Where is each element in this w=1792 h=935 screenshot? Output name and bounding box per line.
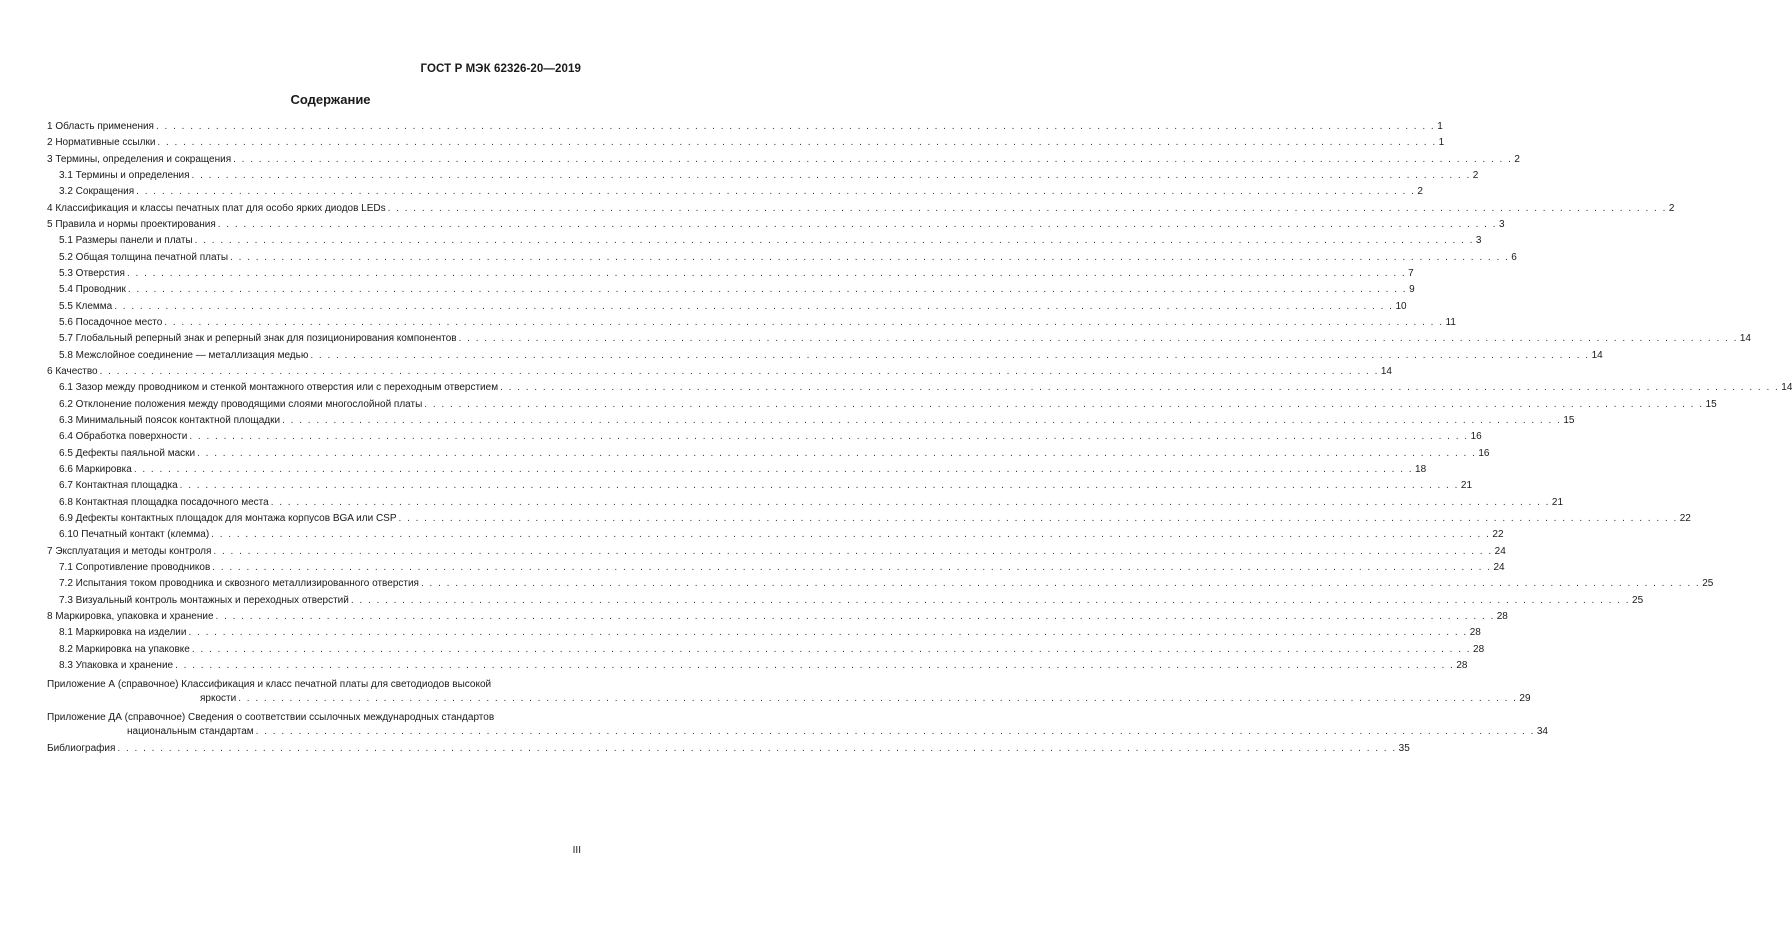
toc-entry[interactable] xyxy=(47,625,1481,641)
toc-entry[interactable] xyxy=(47,135,1445,151)
toc-entry-page: 29 xyxy=(1519,693,1531,705)
toc-entry-title: 6.4 Обработка поверхности xyxy=(59,431,188,443)
toc-entry-title: 6.5 Дефекты паяльной маски xyxy=(59,447,196,459)
toc-entry-page: 14 xyxy=(1380,365,1392,377)
toc-leader-dots: . . . . . . . . . . . . . . . . . . . . . . . . . . . . . . . . . . . . . . . . . . . . . . . . . . . . . . . . . . . . . . . . . . . . . . . . . . . . . . . . . . . . . . . . . . . . . . . . . . . . . . . . . . . . . . . . . . . . . . . . . . . . . . . . . . . . . . . . . . . . . . . . . . . . . . xyxy=(270,496,1550,508)
toc-leader-dots: . . . . . . . . . . . . . . . . . . . . . . . . . . . . . . . . . . . . . . . . . . . . . . . . . . . . . . . . . . . . . . . . . . . . . . . . . . . . . . . . . . . . . . . . . . . . . . . . . . . . . . . . . . . . . . . . . . . . . . . . . . . . . . . . . . . . . . . . . . . . . . . . . . . . . . xyxy=(211,529,1491,541)
toc-entry-title: 5.3 Отверстия xyxy=(59,267,125,279)
toc-entry-page: 14 xyxy=(1781,382,1792,394)
toc-entry-page: 11 xyxy=(1445,316,1456,328)
toc-entry[interactable] xyxy=(47,609,1508,625)
toc-leader-dots: . . . . . . . . . . . . . . . . . . . . . . . . . . . . . . . . . . . . . . . . . . . . . . . . . . . . . . . . . . . . . . . . . . . . . . . . . . . . . . . . . . . . . . . . . . . . . . . . . . . . . . . . . . . . . . . . . . . . . . . . . . . . . . . . . . . . . . . . . . . . . . . . . . . . . . xyxy=(458,333,1738,345)
toc-entry[interactable] xyxy=(47,331,1751,347)
toc-entry[interactable] xyxy=(47,217,1505,233)
toc-leader-dots: . . . . . . . . . . . . . . . . . . . . . . . . . . . . . . . . . . . . . . . . . . . . . . . . . . . . . . . . . . . . . . . . . . . . . . . . . . . . . . . . . . . . . . . . . . . . . . . . . . . . . . . . . . . . . . . . . . . . . . . . . . . . . . . . . . . . . . . . . . . . . . . . . . . . . . xyxy=(157,137,1437,149)
toc-entry[interactable] xyxy=(47,446,1490,462)
toc-leader-dots: . . . . . . . . . . . . . . . . . . . . . . . . . . . . . . . . . . . . . . . . . . . . . . . . . . . . . . . . . . . . . . . . . . . . . . . . . . . . . . . . . . . . . . . . . . . . . . . . . . . . . . . . . . . . . . . . . . . . . . . . . . . . . . . . . . . . . . . . . . . . . . . . . . . . . . xyxy=(350,594,1631,606)
toc-entry[interactable] xyxy=(47,119,1443,135)
toc-leader-dots: . . . . . . . . . . . . . . . . . . . . . . . . . . . . . . . . . . . . . . . . . . . . . . . . . . . . . . . . . . . . . . . . . . . . . . . . . . . . . . . . . . . . . . . . . . . . . . . . . . . . . . . . . . . . . . . . . . . . . . . . . . . . . . . . . . . . . . . . . . . . . . . . . . . . . . xyxy=(114,300,1394,312)
toc-entry[interactable] xyxy=(47,168,1479,184)
toc-entry-title: 5.8 Межслойное соединение — металлизация медью xyxy=(59,349,309,361)
toc-entry-title: 4 Классификация и классы печатных плат для особо ярких диодов LEDs xyxy=(47,202,386,214)
toc-leader-dots: . . . . . . . . . . . . . . . . . . . . . . . . . . . . . . . . . . . . . . . . . . . . . . . . . . . . . . . . . . . . . . . . . . . . . . . . . . . . . . . . . . . . . . . . . . . . . . . . . . . . . . . . . . . . . . . . . . . . . . . . . . . . . . . . . . . . . . . . . . . . . . . . . . . . . . xyxy=(398,512,1678,524)
toc-entry-title: 6.9 Дефекты контактных площадок для монтажа корпусов BGA или CSP xyxy=(59,512,397,524)
toc-leader-dots: . . . . . . . . . . . . . . . . . . . . . . . . . . . . . . . . . . . . . . . . . . . . . . . . . . . . . . . . . . . . . . . . . . . . . . . . . . . . . . . . . . . . . . . . . . . . . . . . . . . . . . . . . . . . . . . . . . . . . . . . . . . . . . . . . . . . . . . . . . . . . . . . . . . . . . xyxy=(238,693,1518,705)
toc-entry[interactable] xyxy=(47,511,1691,527)
toc-leader-dots: . . . . . . . . . . . . . . . . . . . . . . . . . . . . . . . . . . . . . . . . . . . . . . . . . . . . . . . . . . . . . . . . . . . . . . . . . . . . . . . . . . . . . . . . . . . . . . . . . . . . . . . . . . . . . . . . . . . . . . . . . . . . . . . . . . . . . . . . . . . . . . . . . . . . . . xyxy=(387,202,1667,214)
toc-entry-title: 7 Эксплуатация и методы контроля xyxy=(47,545,212,557)
toc-entry-page: 14 xyxy=(1591,349,1603,361)
table-of-contents xyxy=(47,119,1792,757)
toc-entry[interactable] xyxy=(47,560,1505,576)
toc-leader-dots: . . . . . . . . . . . . . . . . . . . . . . . . . . . . . . . . . . . . . . . . . . . . . . . . . . . . . . . . . . . . . . . . . . . . . . . . . . . . . . . . . . . . . . . . . . . . . . . . . . . . . . . . . . . . . . . . . . . . . . . . . . . . . . . . . . . . . . . . . . . . . . . . . . . . . . xyxy=(155,121,1436,132)
toc-entry-page: 2 xyxy=(1472,169,1479,181)
toc-entry-page: 1 xyxy=(1437,121,1443,132)
toc-entry-title: 8.3 Упаковка и хранение xyxy=(59,659,174,671)
toc-entry-title: 2 Нормативные ссылки xyxy=(47,137,156,149)
toc-entry-title: 5 Правила и нормы проектирования xyxy=(47,218,216,230)
toc-entry-page: 28 xyxy=(1496,610,1508,622)
toc-leader-dots: . . . . . . . . . . . . . . . . . . . . . . . . . . . . . . . . . . . . . . . . . . . . . . . . . . . . . . . . . . . . . . . . . . . . . . . . . . . . . . . . . . . . . . . . . . . . . . . . . . . . . . . . . . . . . . . . . . . . . . . . . . . . . . . . . . . . . . . . . . . . . . . . . . . . . . xyxy=(133,463,1414,475)
toc-entry-title: 6.7 Контактная площадка xyxy=(59,480,178,492)
toc-entry-title: 5.6 Посадочное место xyxy=(59,316,163,328)
toc-leader-dots: . . . . . . . . . . . . . . . . . . . . . . . . . . . . . . . . . . . . . . . . . . . . . . . . . . . . . . . . . . . . . . . . . . . . . . . . . . . . . . . . . . . . . . . . . . . . . . . . . . . . . . . . . . . . . . . . . . . . . . . . . . . . . . . . . . . . . . . . . . . . . . . . . . . . . . xyxy=(233,153,1513,165)
toc-entry[interactable] xyxy=(47,658,1468,674)
toc-appendix-entry[interactable] xyxy=(47,678,1531,706)
appendix-title-line1: Приложение А (справочное) Классификация и класс печатной платы для светодиодов высокой xyxy=(47,679,492,691)
toc-entry-title: 7.2 Испытания током проводника и сквозного металлизированного отверстия xyxy=(59,578,419,590)
toc-entry-title: 8.2 Маркировка на упаковке xyxy=(59,643,190,655)
toc-entry-page: 22 xyxy=(1679,512,1691,524)
toc-entry-page: 28 xyxy=(1473,643,1485,655)
toc-entry-title: 6.2 Отклонение положения между проводящими слоями многослойной платы xyxy=(59,398,423,410)
toc-entry-page: 28 xyxy=(1456,659,1468,671)
toc-entry-page: 21 xyxy=(1551,496,1564,508)
toc-entry[interactable] xyxy=(47,201,1675,217)
toc-entry-title: 5.4 Проводник xyxy=(59,284,126,296)
toc-entry[interactable] xyxy=(47,576,1714,592)
toc-entry[interactable] xyxy=(47,397,1717,413)
toc-entry-page: 2 xyxy=(1514,153,1520,165)
toc-leader-dots: . . . . . . . . . . . . . . . . . . . . . . . . . . . . . . . . . . . . . . . . . . . . . . . . . . . . . . . . . . . . . . . . . . . . . . . . . . . . . . . . . . . . . . . . . . . . . . . . . . . . . . . . . . . . . . . . . . . . . . . . . . . . . . . . . . . . . . . . . . . . . . . . . . . . . . xyxy=(420,578,1701,590)
toc-entry-title: 6.8 Контактная площадка посадочного места xyxy=(59,496,269,508)
toc-entry-title: 3 Термины, определения и сокращения xyxy=(47,153,232,165)
toc-entry-title: 5.2 Общая толщина печатной платы xyxy=(59,251,229,263)
toc-entry[interactable] xyxy=(47,413,1575,429)
toc-entry-title: 3.2 Сокращения xyxy=(59,186,135,198)
toc-entry-title: 6.1 Зазор между проводником и стенкой монтажного отверстия или с переходным отверстием xyxy=(59,382,499,394)
toc-entry[interactable] xyxy=(47,429,1482,445)
toc-entry[interactable] xyxy=(47,299,1407,315)
toc-entry-page: 25 xyxy=(1702,578,1714,590)
toc-leader-dots: . . . . . . . . . . . . . . . . . . . . . . . . . . . . . . . . . . . . . . . . . . . . . . . . . . . . . . . . . . . . . . . . . . . . . . . . . . . . . . . . . . . . . . . . . . . . . . . . . . . . . . . . . . . . . . . . . . . . . . . . . . . . . . . . . . . . . . . . . . . . . . . . . . . . . . xyxy=(126,267,1407,279)
toc-entry-page: 9 xyxy=(1409,284,1415,296)
toc-entry-page: 35 xyxy=(1398,743,1410,755)
toc-leader-dots: . . . . . . . . . . . . . . . . . . . . . . . . . . . . . . . . . . . . . . . . . . . . . . . . . . . . . . . . . . . . . . . . . . . . . . . . . . . . . . . . . . . . . . . . . . . . . . . . . . . . . . . . . . . . . . . . . . . . . . . . . . . . . . . . . . . . . . . . . . . . . . . . . . . . . . xyxy=(424,398,1704,410)
toc-leader-dots: . . . . . . . . . . . . . . . . . . . . . . . . . . . . . . . . . . . . . . . . . . . . . . . . . . . . . . . . . . . . . . . . . . . . . . . . . . . . . . . . . . . . . . . . . . . . . . . . . . . . . . . . . . . . . . . . . . . . . . . . . . . . . . . . . . . . . . . . . . . . . . . . . . . . . . xyxy=(213,545,1493,557)
toc-leader-dots: . . . . . . . . . . . . . . . . . . . . . . . . . . . . . . . . . . . . . . . . . . . . . . . . . . . . . . . . . . . . . . . . . . . . . . . . . . . . . . . . . . . . . . . . . . . . . . . . . . . . . . . . . . . . . . . . . . . . . . . . . . . . . . . . . . . . . . . . . . . . . . . . . . . . . . xyxy=(282,414,1562,426)
toc-entry-page: 15 xyxy=(1563,414,1575,426)
toc-entry-page: 6 xyxy=(1511,251,1517,263)
toc-entry-page: 14 xyxy=(1739,333,1751,345)
toc-leader-dots: . . . . . . . . . . . . . . . . . . . . . . . . . . . . . . . . . . . . . . . . . . . . . . . . . . . . . . . . . . . . . . . . . . . . . . . . . . . . . . . . . . . . . . . . . . . . . . . . . . . . . . . . . . . . . . . . . . . . . . . . . . . . . . . . . . . . . . . . . . . . . . . . . . . . . . xyxy=(175,659,1455,671)
toc-entry-page: 34 xyxy=(1536,726,1548,738)
toc-entry-title: 6.10 Печатный контакт (клемма) xyxy=(59,529,210,541)
toc-entry[interactable] xyxy=(47,380,1792,396)
toc-leader-dots: . . . . . . . . . . . . . . . . . . . . . . . . . . . . . . . . . . . . . . . . . . . . . . . . . . . . . . . . . . . . . . . . . . . . . . . . . . . . . . . . . . . . . . . . . . . . . . . . . . . . . . . . . . . . . . . . . . . . . . . . . . . . . . . . . . . . . . . . . . . . . . . . . . . . . . xyxy=(189,431,1469,443)
toc-entry[interactable] xyxy=(47,495,1564,511)
toc-entry[interactable] xyxy=(47,152,1520,168)
toc-entry-title: 6 Качество xyxy=(47,365,98,377)
toc-entry-page: 16 xyxy=(1470,431,1482,443)
toc-entry-page: 2 xyxy=(1417,186,1423,198)
toc-leader-dots: . . . . . . . . . . . . . . . . . . . . . . . . . . . . . . . . . . . . . . . . . . . . . . . . . . . . . . . . . . . . . . . . . . . . . . . . . . . . . . . . . . . . . . . . . . . . . . . . . . . . . . . . . . . . . . . . . . . . . . . . . . . . . . . . . . . . . . . . . . . . . . . . . . . . . . xyxy=(255,726,1535,738)
toc-entry-title: 7.3 Визуальный контроль монтажных и переходных отверстий xyxy=(59,594,349,606)
toc-entry[interactable] xyxy=(47,250,1517,266)
toc-entry[interactable] xyxy=(47,544,1506,560)
toc-entry-title: 6.3 Минимальный поясок контактной площадки xyxy=(59,414,281,426)
appendix-title-line2: яркости xyxy=(200,693,237,705)
toc-leader-dots: . . . . . . . . . . . . . . . . . . . . . . . . . . . . . . . . . . . . . . . . . . . . . . . . . . . . . . . . . . . . . . . . . . . . . . . . . . . . . . . . . . . . . . . . . . . . . . . . . . . . . . . . . . . . . . . . . . . . . . . . . . . . . . . . . . . . . . . . . . . . . . . . . . . . . . xyxy=(194,235,1474,247)
toc-entry-title: 5.5 Клемма xyxy=(59,300,113,312)
toc-entry-title: 5.7 Глобальный реперный знак и реперный знак для позиционирования компонентов xyxy=(59,333,457,345)
toc-entry[interactable] xyxy=(47,593,1644,609)
toc-leader-dots: . . . . . . . . . . . . . . . . . . . . . . . . . . . . . . . . . . . . . . . . . . . . . . . . . . . . . . . . . . . . . . . . . . . . . . . . . . . . . . . . . . . . . . . . . . . . . . . . . . . . . . . . . . . . . . . . . . . . . . . . . . . . . . . . . . . . . . . . . . . . . . . . . . . . . . xyxy=(191,643,1472,655)
toc-bibliography-entry[interactable] xyxy=(47,741,1410,757)
toc-leader-dots: . . . . . . . . . . . . . . . . . . . . . . . . . . . . . . . . . . . . . . . . . . . . . . . . . . . . . . . . . . . . . . . . . . . . . . . . . . . . . . . . . . . . . . . . . . . . . . . . . . . . . . . . . . . . . . . . . . . . . . . . . . . . . . . . . . . . . . . . . . . . . . . . . . . . . . xyxy=(127,284,1408,296)
toc-leader-dots: . . . . . . . . . . . . . . . . . . . . . . . . . . . . . . . . . . . . . . . . . . . . . . . . . . . . . . . . . . . . . . . . . . . . . . . . . . . . . . . . . . . . . . . . . . . . . . . . . . . . . . . . . . . . . . . . . . . . . . . . . . . . . . . . . . . . . . . . . . . . . . . . . . . . . . xyxy=(212,561,1492,573)
toc-entry-title: 3.1 Термины и определения xyxy=(59,169,190,181)
toc-entry[interactable] xyxy=(47,348,1603,364)
toc-entry-title: 7.1 Сопротивление проводников xyxy=(59,561,211,573)
toc-entry-page: 28 xyxy=(1469,627,1481,639)
toc-entry[interactable] xyxy=(47,462,1427,478)
toc-entry-title: 6.6 Маркировка xyxy=(59,463,132,475)
toc-entry-page: 18 xyxy=(1415,463,1427,475)
toc-entry-page: 3 xyxy=(1475,235,1482,247)
toc-entry-title: 8 Маркировка, упаковка и хранение xyxy=(47,610,214,622)
toc-entry[interactable] xyxy=(47,478,1473,494)
toc-entry[interactable] xyxy=(47,282,1415,298)
appendix-title-line2: национальным стандартам xyxy=(127,726,254,738)
toc-entry-title: 5.1 Размеры панели и платы xyxy=(59,235,193,247)
toc-entry-page: 21 xyxy=(1460,480,1473,492)
toc-leader-dots: . . . . . . . . . . . . . . . . . . . . . . . . . . . . . . . . . . . . . . . . . . . . . . . . . . . . . . . . . . . . . . . . . . . . . . . . . . . . . . . . . . . . . . . . . . . . . . . . . . . . . . . . . . . . . . . . . . . . . . . . . . . . . . . . . . . . . . . . . . . . . . . . . . . . . . xyxy=(179,480,1459,492)
toc-leader-dots: . . . . . . . . . . . . . . . . . . . . . . . . . . . . . . . . . . . . . . . . . . . . . . . . . . . . . . . . . . . . . . . . . . . . . . . . . . . . . . . . . . . . . . . . . . . . . . . . . . . . . . . . . . . . . . . . . . . . . . . . . . . . . . . . . . . . . . . . . . . . . . . . . . . . . . xyxy=(230,251,1510,263)
toc-entry-title: 8.1 Маркировка на изделии xyxy=(59,627,187,639)
toc-entry-title: 1 Область применения xyxy=(47,121,154,132)
toc-entry-page: 15 xyxy=(1705,398,1717,410)
toc-leader-dots: . . . . . . . . . . . . . . . . . . . . . . . . . . . . . . . . . . . . . . . . . . . . . . . . . . . . . . . . . . . . . . . . . . . . . . . . . . . . . . . . . . . . . . . . . . . . . . . . . . . . . . . . . . . . . . . . . . . . . . . . . . . . . . . . . . . . . . . . . . . . . . . . . . . . . . xyxy=(188,627,1468,639)
toc-entry[interactable] xyxy=(47,642,1485,658)
toc-entry-page: 25 xyxy=(1632,594,1644,606)
toc-entry-page: 16 xyxy=(1478,447,1490,459)
toc-entry-page: 24 xyxy=(1494,545,1506,557)
toc-appendix-entry[interactable] xyxy=(47,711,1548,739)
toc-entry-page: 2 xyxy=(1668,202,1675,214)
toc-entry[interactable] xyxy=(47,315,1456,331)
toc-leader-dots: . . . . . . . . . . . . . . . . . . . . . . . . . . . . . . . . . . . . . . . . . . . . . . . . . . . . . . . . . . . . . . . . . . . . . . . . . . . . . . . . . . . . . . . . . . . . . . . . . . . . . . . . . . . . . . . . . . . . . . . . . . . . . . . . . . . . . . . . . . . . . . . . . . . . . . xyxy=(164,316,1444,328)
toc-entry[interactable] xyxy=(47,184,1423,200)
toc-leader-dots: . . . . . . . . . . . . . . . . . . . . . . . . . . . . . . . . . . . . . . . . . . . . . . . . . . . . . . . . . . . . . . . . . . . . . . . . . . . . . . . . . . . . . . . . . . . . . . . . . . . . . . . . . . . . . . . . . . . . . . . . . . . . . . . . . . . . . . . . . . . . . . . . . . . . . . xyxy=(117,743,1397,755)
toc-leader-dots: . . . . . . . . . . . . . . . . . . . . . . . . . . . . . . . . . . . . . . . . . . . . . . . . . . . . . . . . . . . . . . . . . . . . . . . . . . . . . . . . . . . . . . . . . . . . . . . . . . . . . . . . . . . . . . . . . . . . . . . . . . . . . . . . . . . . . . . . . . . . . . . . . . . . . . xyxy=(500,382,1780,394)
toc-leader-dots: . . . . . . . . . . . . . . . . . . . . . . . . . . . . . . . . . . . . . . . . . . . . . . . . . . . . . . . . . . . . . . . . . . . . . . . . . . . . . . . . . . . . . . . . . . . . . . . . . . . . . . . . . . . . . . . . . . . . . . . . . . . . . . . . . . . . . . . . . . . . . . . . . . . . . . xyxy=(310,349,1590,361)
toc-entry-page: 3 xyxy=(1498,218,1505,230)
toc-entry[interactable] xyxy=(47,266,1414,282)
toc-leader-dots: . . . . . . . . . . . . . . . . . . . . . . . . . . . . . . . . . . . . . . . . . . . . . . . . . . . . . . . . . . . . . . . . . . . . . . . . . . . . . . . . . . . . . . . . . . . . . . . . . . . . . . . . . . . . . . . . . . . . . . . . . . . . . . . . . . . . . . . . . . . . . . . . . . . . . . xyxy=(136,186,1416,198)
toc-title: Содержание xyxy=(290,92,371,107)
toc-leader-dots: . . . . . . . . . . . . . . . . . . . . . . . . . . . . . . . . . . . . . . . . . . . . . . . . . . . . . . . . . . . . . . . . . . . . . . . . . . . . . . . . . . . . . . . . . . . . . . . . . . . . . . . . . . . . . . . . . . . . . . . . . . . . . . . . . . . . . . . . . . . . . . . . . . . . . . xyxy=(217,218,1497,230)
standard-header: ГОСТ Р МЭК 62326-20—2019 xyxy=(420,63,581,75)
toc-entry-page: 7 xyxy=(1408,267,1414,279)
toc-leader-dots: . . . . . . . . . . . . . . . . . . . . . . . . . . . . . . . . . . . . . . . . . . . . . . . . . . . . . . . . . . . . . . . . . . . . . . . . . . . . . . . . . . . . . . . . . . . . . . . . . . . . . . . . . . . . . . . . . . . . . . . . . . . . . . . . . . . . . . . . . . . . . . . . . . . . . . xyxy=(191,169,1471,181)
toc-entry-title: Библиография xyxy=(47,743,116,755)
toc-leader-dots: . . . . . . . . . . . . . . . . . . . . . . . . . . . . . . . . . . . . . . . . . . . . . . . . . . . . . . . . . . . . . . . . . . . . . . . . . . . . . . . . . . . . . . . . . . . . . . . . . . . . . . . . . . . . . . . . . . . . . . . . . . . . . . . . . . . . . . . . . . . . . . . . . . . . . . xyxy=(99,365,1379,377)
toc-leader-dots: . . . . . . . . . . . . . . . . . . . . . . . . . . . . . . . . . . . . . . . . . . . . . . . . . . . . . . . . . . . . . . . . . . . . . . . . . . . . . . . . . . . . . . . . . . . . . . . . . . . . . . . . . . . . . . . . . . . . . . . . . . . . . . . . . . . . . . . . . . . . . . . . . . . . . . xyxy=(215,610,1495,622)
toc-entry-page: 1 xyxy=(1438,137,1445,149)
toc-entry-page: 24 xyxy=(1493,561,1505,573)
toc-entry-page: 22 xyxy=(1492,529,1504,541)
toc-leader-dots: . . . . . . . . . . . . . . . . . . . . . . . . . . . . . . . . . . . . . . . . . . . . . . . . . . . . . . . . . . . . . . . . . . . . . . . . . . . . . . . . . . . . . . . . . . . . . . . . . . . . . . . . . . . . . . . . . . . . . . . . . . . . . . . . . . . . . . . . . . . . . . . . . . . . . . xyxy=(197,447,1477,459)
appendix-title-line1: Приложение ДА (справочное) Сведения о соответствии ссылочных международных стандартов xyxy=(47,712,495,724)
toc-entry[interactable] xyxy=(47,233,1482,249)
toc-entry[interactable] xyxy=(47,527,1504,543)
page-number: III xyxy=(572,845,581,856)
toc-entry-page: 10 xyxy=(1395,300,1407,312)
toc-entry[interactable] xyxy=(47,364,1392,380)
